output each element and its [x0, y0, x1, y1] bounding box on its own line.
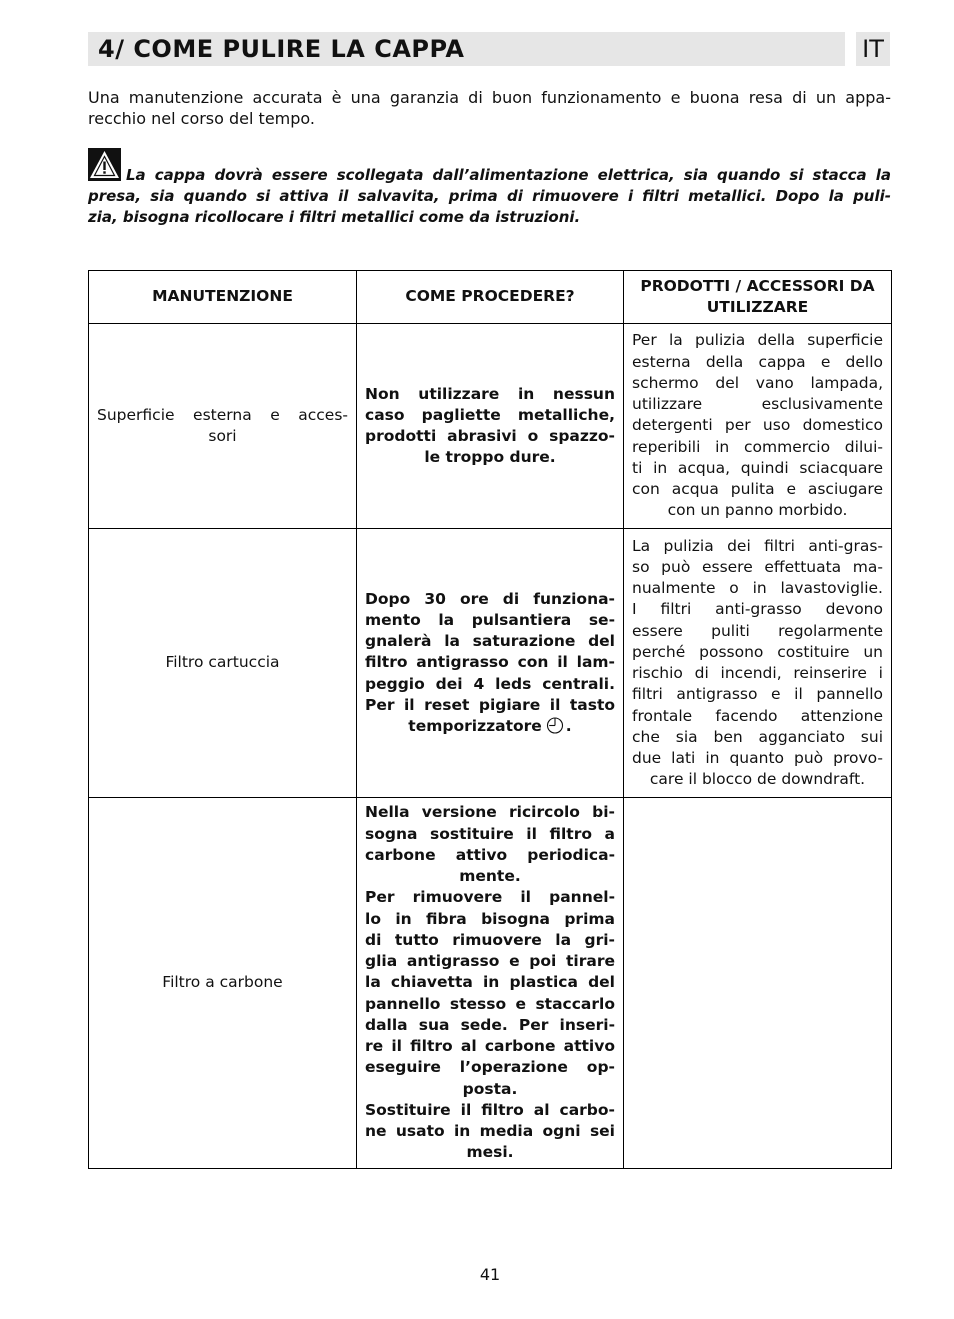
- procedure-cell-line: mento la pulsantiera se-: [365, 610, 615, 629]
- cell-maintenance: [89, 798, 357, 1169]
- products-cell-line: schermo del vano lampada,: [632, 373, 883, 392]
- products-cell-line: ti in acqua, quindi sciacquare: [632, 458, 883, 477]
- cell-products: [624, 324, 892, 529]
- products-cell-line: rischio di incendi, reinserire i: [632, 664, 883, 682]
- header-products: [624, 271, 892, 324]
- procedure-cell-line: Sostituire il filtro al carbo-: [365, 1100, 615, 1119]
- products-cell-line: che sia ben agganciato sui: [632, 727, 883, 746]
- procedure-cell-line: mesi.: [466, 1143, 514, 1162]
- procedure-cell-line: pannello stesso e staccarlo: [365, 994, 615, 1013]
- procedure-cell-line: gnalerà la saturazione del: [365, 632, 615, 651]
- language-badge: IT: [856, 32, 890, 66]
- procedure-cell-line: posta.: [462, 1079, 518, 1098]
- cell-products: [624, 529, 892, 798]
- products-cell-line: frontale facendo attenzione: [632, 706, 883, 725]
- procedure-cell-line: mente.: [459, 867, 521, 886]
- procedure-cell-line: filtro antigrasso con il lam-: [365, 653, 615, 672]
- table-header-row: [89, 271, 892, 324]
- table-row: [89, 324, 892, 529]
- table-row: [89, 529, 892, 798]
- procedure-cell-line: caso pagliette metalliche,: [365, 405, 615, 424]
- maintenance-cell-line: Filtro cartuccia: [165, 653, 280, 672]
- table-row: [89, 798, 892, 1169]
- maintenance-table: [88, 270, 892, 1169]
- section-title-bar: [88, 32, 845, 66]
- products-cell-line: filtri antigrasso e il pannello: [632, 685, 883, 704]
- warning-text-line: zia, bisogna ricollocare i filtri metallici come da istruzioni.: [88, 208, 581, 226]
- cell-maintenance: [89, 529, 357, 798]
- products-cell-line: La pulizia dei filtri anti-gras-: [632, 536, 883, 555]
- procedure-cell-line: Per il reset pigiare il tasto: [365, 695, 615, 714]
- products-cell-line: essere puliti regolarmente: [632, 621, 883, 640]
- intro-text-line: Una manutenzione accurata è una garanzia di buon funzionamento e buona resa di un appa-: [88, 88, 891, 107]
- procedure-cell-line: carbone attivo periodica-: [365, 845, 615, 864]
- procedure-cell-text: .: [565, 717, 572, 736]
- products-cell-line: detergenti per uso domestico: [632, 416, 883, 435]
- procedure-cell-line: Dopo 30 ore di funziona-: [365, 589, 615, 608]
- procedure-cell-line: le troppo dure.: [424, 448, 556, 467]
- procedure-cell-line: lo in fibra bisogna prima: [365, 909, 615, 928]
- header-procedure: [357, 271, 624, 324]
- maintenance-cell-line: Superficie esterna e acces-: [97, 405, 348, 424]
- procedure-cell-line: glia antigrasso e poi tirare: [365, 952, 615, 971]
- procedure-cell-line: la chiavetta in plastica del: [365, 973, 615, 992]
- procedure-cell-text: temporizzatore: [408, 717, 542, 736]
- products-cell-line: utilizzare esclusivamente: [632, 395, 883, 414]
- procedure-cell-line: di tutto rimuovere la gri-: [365, 930, 615, 949]
- cell-procedure: [357, 798, 624, 1169]
- header-maintenance: [89, 271, 357, 324]
- header-label: PRODOTTI / ACCESSORI DA: [640, 276, 875, 295]
- products-cell-line: care il blocco de downdraft.: [649, 770, 866, 789]
- products-cell-line: reperibili in commercio dilui-: [632, 437, 883, 456]
- maintenance-cell-line: Filtro a carbone: [162, 973, 283, 992]
- procedure-cell-line: prodotti abrasivi o spazzo-: [365, 427, 615, 445]
- procedure-cell-line: Nella versione ricircolo bi-: [365, 803, 615, 822]
- cell-procedure: [357, 324, 624, 529]
- procedure-cell-line: sogna sostituire il filtro a: [365, 824, 615, 843]
- warning-text-line: La cappa dovrà essere scollegata dall’alimentazione elettrica, sia quando si stacca la: [126, 166, 891, 184]
- timer-icon: [546, 716, 564, 734]
- header-label: COME PROCEDERE?: [405, 287, 575, 306]
- products-cell-line: con acqua pulita e asciugare: [632, 480, 883, 499]
- products-cell-line: so può essere effettuata ma-: [632, 557, 883, 576]
- procedure-cell-line: eseguire l’operazione op-: [365, 1058, 615, 1077]
- intro-paragraph: [88, 87, 891, 129]
- procedure-cell-line: Non utilizzare in nessun: [365, 384, 615, 403]
- procedure-cell-line: dalla sua sede. Per inseri-: [365, 1015, 615, 1034]
- cell-products-empty: [624, 798, 892, 1169]
- products-cell-line: nualmente o in lavastoviglie.: [632, 579, 883, 597]
- procedure-cell-line: re il filtro al carbone attivo: [365, 1037, 615, 1056]
- procedure-cell-line: ne usato in media ogni sei: [365, 1122, 615, 1141]
- cell-procedure: [357, 529, 624, 798]
- products-cell-line: Per la pulizia della superficie: [632, 331, 883, 350]
- intro-text-line: recchio nel corso del tempo.: [88, 109, 315, 128]
- header-label: UTILIZZARE: [706, 298, 809, 316]
- page-number: 41: [479, 1265, 501, 1284]
- warning-paragraph: [88, 165, 891, 228]
- maintenance-cell-line: sori: [208, 427, 237, 445]
- products-cell-line: perché possono costituire un: [632, 642, 883, 661]
- products-cell-line: esterna della cappa e dello: [632, 352, 883, 371]
- header-label: MANUTENZIONE: [152, 287, 293, 306]
- cell-maintenance: [89, 324, 357, 529]
- products-cell-line: due lati in quanto può provo-: [632, 749, 883, 767]
- procedure-cell-line: Per rimuovere il pannel-: [365, 888, 615, 907]
- procedure-cell-line: peggio dei 4 leds centrali.: [365, 674, 615, 693]
- procedure-cell-line: [365, 716, 615, 737]
- section-title: 4/ COME PULIRE LA CAPPA: [98, 35, 465, 63]
- products-cell-line: con un panno morbido.: [667, 501, 848, 520]
- warning-text-line: presa, sia quando si attiva il salvavita, prima di rimuovere i filtri metallici. Dopo la puli-: [88, 187, 891, 205]
- products-cell-line: I filtri anti-grasso devono: [632, 600, 883, 619]
